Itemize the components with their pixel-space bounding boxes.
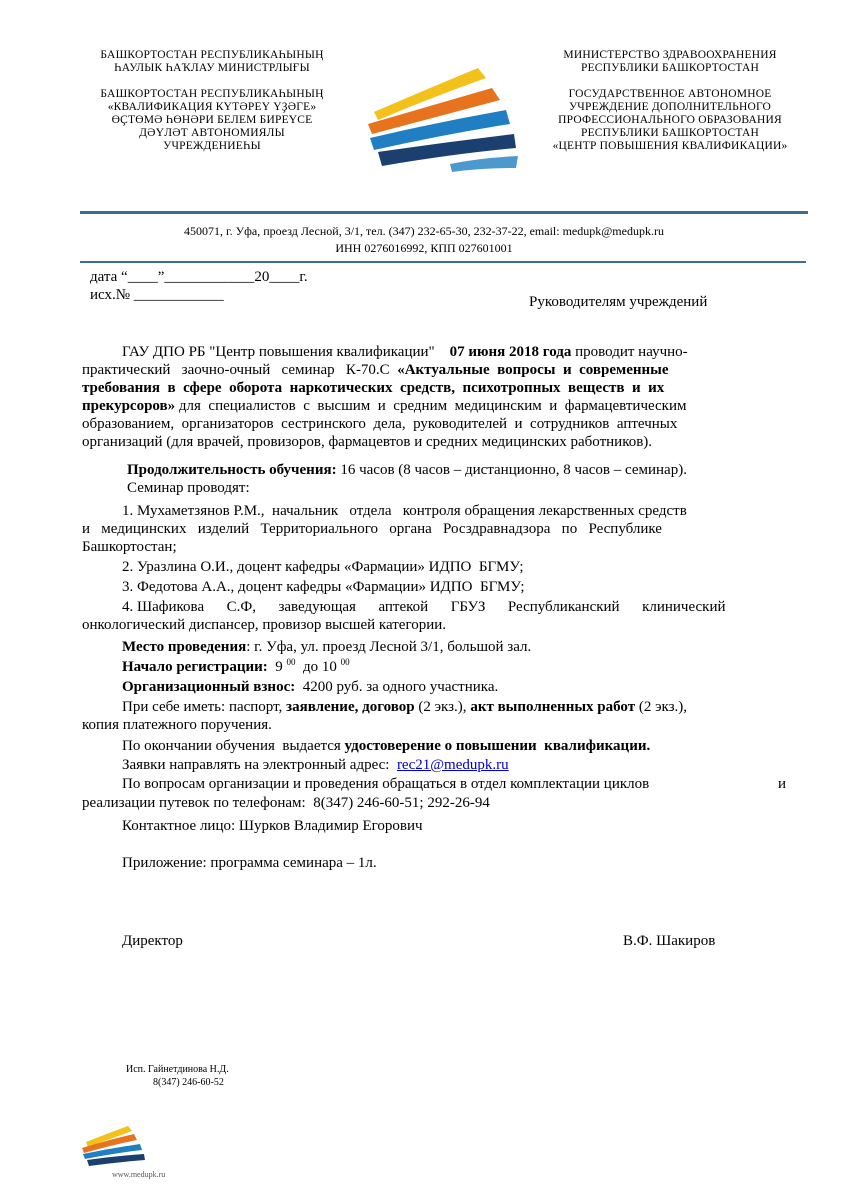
footer-site: www.medupk.ru (112, 1170, 166, 1179)
director-label: Директор (122, 933, 183, 949)
certificate-line (122, 737, 650, 756)
lecturer-item: Башкортостан; (82, 539, 177, 555)
header-right-line: ПРОФЕССИОНАЛЬНОГО ОБРАЗОВАНИЯ (558, 114, 782, 126)
executor-name: Исп. Гайнетдинова Н.Д. (126, 1064, 229, 1075)
bring-line (122, 698, 687, 717)
fee-line (122, 678, 498, 697)
paragraph-line (122, 343, 688, 362)
contact-line: и (778, 776, 787, 792)
institution-logo (360, 62, 530, 174)
registration-to: до 10 (303, 659, 337, 675)
paragraph-line (82, 361, 669, 380)
organizer-name: ГАУ ДПО РБ "Центр повышения квалификации" (122, 344, 435, 360)
lecturer-item: 4. Шафикова С.Ф, заведующая аптекой ГБУЗ Республиканский клинический (122, 599, 726, 615)
place-value: : г. Уфа, ул. проезд Лесной 3/1, большой зал. (246, 639, 532, 655)
header-right-line: РЕСПУБЛИКИ БАШКОРТОСТАН (580, 127, 760, 139)
applications-email-link[interactable]: rec21@medupk.ru (396, 757, 509, 773)
fee-label: Организационный взнос: (122, 679, 296, 695)
contact-person: Контактное лицо: Шурков Владимир Егорович (122, 818, 423, 834)
bring-text: При себе иметь: паспорт, (122, 699, 283, 715)
seminar-title: прекурсоров» (82, 398, 176, 414)
header-divider-bottom (80, 261, 806, 263)
paragraph-line: образованием, организаторов сестринского дела, руководителей и сотрудников аптечных (82, 416, 678, 432)
contact-line: По вопросам организации и проведения обращаться в отдел комплектации циклов (122, 776, 650, 792)
bring-documents: заявление, договор (286, 699, 415, 715)
place-line (122, 638, 531, 657)
certificate-text: По окончании обучения выдается (122, 738, 341, 754)
header-right-line: РЕСПУБЛИКИ БАШКОРТОСТАН (580, 62, 760, 74)
header-left-line: «КВАЛИФИКАЦИЯ КҮТӘРЕҮ ҮҘӘГЕ» (107, 101, 317, 113)
bring-text: (2 экз.), (418, 699, 467, 715)
header-right-line: ГОСУДАРСТВЕННОЕ АВТОНОМНОЕ (568, 88, 772, 100)
header-left-line: ҺАУЛЫК ҺАҠЛАУ МИНИСТРЛЫҒЫ (114, 62, 310, 74)
bring-text: (2 экз.), (638, 699, 688, 715)
bring-line: копия платежного поручения. (82, 717, 272, 733)
header-left-line: ӨҪТӨМӘ ҺӨНӘРИ БЕЛЕМ БИРЕҮСЕ (111, 114, 313, 126)
executor-phone: 8(347) 246-60-52 (153, 1077, 224, 1088)
header-left-line: БАШКОРТОСТАН РЕСПУБЛИКАҺЫНЫҢ (100, 49, 324, 61)
footer-logo (78, 1124, 148, 1168)
registration-from: 9 (275, 659, 283, 675)
lecturers-title: Семинар проводят: (127, 480, 250, 496)
registration-line (122, 658, 350, 677)
paragraph-line: организаций (для врачей, провизоров, фармацевтов и средних медицинских работников). (82, 434, 653, 450)
seminar-date: 07 июня 2018 года (449, 344, 572, 360)
paragraph-text: проводит научно- (575, 344, 688, 360)
seminar-title: требования в сфере оборота наркотических средств, психотропных веществ и их (82, 380, 665, 396)
registration-from-minutes: 00 (286, 657, 296, 667)
paragraph-text: для специалистов с высшим и средним медицинским и фармацевтическим (178, 398, 687, 414)
registration-to-minutes: 00 (340, 657, 350, 667)
header-left-line: УЧРЕЖДЕНИЕҺЫ (163, 140, 261, 152)
registration-label: Начало регистрации: (122, 659, 268, 675)
header-right-line: УЧРЕЖДЕНИЕ ДОПОЛНИТЕЛЬНОГО (568, 101, 772, 113)
lecturer-item: онкологический диспансер, провизор высшей категории. (82, 617, 447, 633)
director-name: В.Ф. Шакиров (623, 933, 716, 949)
addressee: Руководителям учреждений (529, 294, 708, 310)
paragraph-line (82, 397, 687, 416)
header-divider-top (80, 211, 808, 214)
header-left-line: БАШКОРТОСТАН РЕСПУБЛИКАҺЫНЫҢ (100, 88, 324, 100)
reference-number: исх.№ ____________ (90, 287, 224, 303)
duration-line (127, 461, 687, 480)
header-right-line: «ЦЕНТР ПОВЫШЕНИЯ КВАЛИФИКАЦИИ» (552, 140, 788, 152)
applications-line (122, 756, 509, 775)
bring-documents: акт выполненных работ (470, 699, 636, 715)
lecturer-item: 1. Мухаметзянов Р.М., начальник отдела контроля обращения лекарственных средств (122, 503, 687, 519)
header-right-block (520, 49, 820, 153)
header-address: 450071, г. Уфа, проезд Лесной, 3/1, тел. (347) 232-65-30, 232-37-22, email: medupk@medupk.ru (184, 224, 664, 238)
certificate-name: удостоверение о повышении квалификации. (344, 738, 651, 754)
lecturer-item: 2. Уразлина О.И., доцент кафедры «Фармации» ИДПО БГМУ; (122, 559, 524, 575)
paragraph-line (82, 379, 664, 398)
seminar-title: «Актуальные вопросы и современные (397, 362, 669, 378)
lecturer-item: и медицинских изделий Территориального органа Росздравнадзора по Республике (82, 521, 662, 537)
applications-text: Заявки направлять на электронный адрес: (122, 757, 390, 773)
contact-line: реализации путевок по телефонам: 8(347) 246-60-51; 292-26-94 (82, 795, 490, 811)
attachment-note: Приложение: программа семинара – 1л. (122, 855, 377, 871)
header-inn: ИНН 0276016992, КПП 027601001 (335, 241, 513, 255)
fee-value: 4200 руб. за одного участника. (302, 679, 499, 695)
paragraph-text: практический заочно-очный семинар К-70.С (82, 362, 390, 378)
date-line: дата “____”____________20____г. (90, 269, 308, 285)
header-left-line: ДӘҮЛӘТ АВТОНОМИЯЛЫ (139, 127, 285, 139)
place-label: Место проведения (122, 639, 247, 655)
duration-value: 16 часов (8 часов – дистанционно, 8 часов – семинар). (340, 462, 687, 478)
lecturer-item: 3. Федотова А.А., доцент кафедры «Фармации» ИДПО БГМУ; (122, 579, 525, 595)
header-left-block (62, 49, 362, 153)
header-right-line: МИНИСТЕРСТВО ЗДРАВООХРАНЕНИЯ (563, 49, 777, 61)
duration-label: Продолжительность обучения: (127, 462, 337, 478)
